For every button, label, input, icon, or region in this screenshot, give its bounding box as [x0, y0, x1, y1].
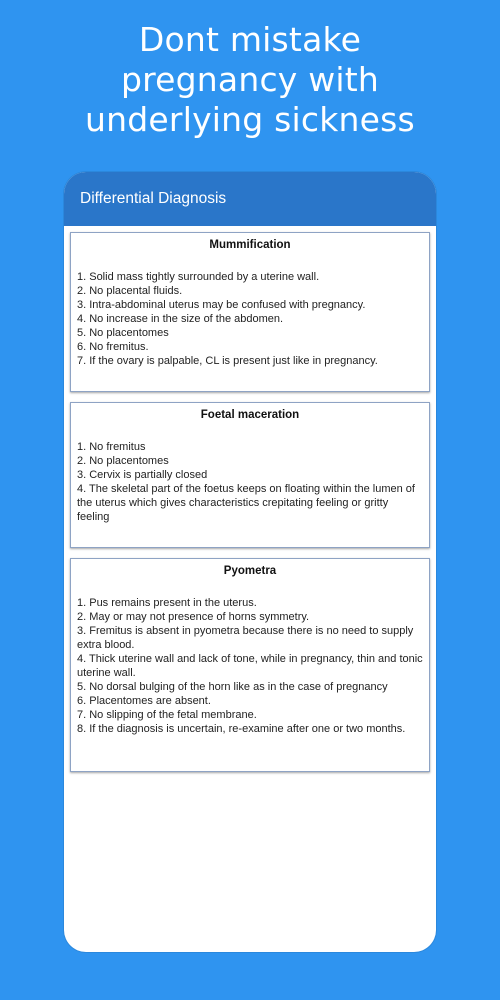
list-item: 3. Cervix is partially closed [77, 469, 208, 481]
list-item: 7. If the ovary is palpable, CL is present just like in pregnancy. [77, 355, 378, 367]
list-item: 4. No increase in the size of the abdomen. [77, 313, 284, 325]
list-item: 6. Placentomes are absent. [77, 695, 211, 707]
list-item: 2. May or may not presence of horns symmetry. [77, 611, 310, 623]
list-item: 5. No placentomes [77, 327, 169, 339]
card-title: Mummification [209, 239, 291, 251]
list-item: 8. If the diagnosis is uncertain, re-examine after one or two months. [77, 723, 406, 735]
card-items [77, 440, 423, 524]
list-item: 7. No slipping of the fetal membrane. [77, 709, 257, 721]
headline-line-1: Dont mistake [138, 20, 362, 59]
list-item: 2. No placentomes [77, 455, 169, 467]
headline-line-3: underlying sickness [85, 100, 415, 139]
diagnosis-card-mummification [70, 232, 430, 392]
list-item: 4. Thick uterine wall and lack of tone, while in pregnancy, thin and tonic uterine wall. [77, 653, 423, 679]
app-bar-title: Differential Diagnosis [80, 190, 227, 207]
card-title: Foetal maceration [200, 409, 300, 421]
card-items [77, 270, 423, 368]
list-item: 3. Fremitus is absent in pyometra because there is no need to supply extra blood. [77, 625, 414, 651]
card-title: Pyometra [223, 565, 277, 577]
list-item: 1. Solid mass tightly surrounded by a uterine wall. [77, 271, 320, 283]
phone-screen [64, 172, 436, 952]
diagnosis-card-foetal-maceration [70, 402, 430, 548]
list-item: 2. No placental fluids. [77, 285, 183, 297]
list-item: 3. Intra-abdominal uterus may be confused with pregnancy. [77, 299, 366, 311]
app-bar [64, 172, 436, 226]
diagnosis-list[interactable] [64, 226, 436, 772]
headline-line-2: pregnancy with [120, 60, 380, 99]
card-items [77, 596, 423, 736]
list-item: 1. Pus remains present in the uterus. [77, 597, 257, 609]
list-item: 4. The skeletal part of the foetus keeps on floating within the lumen of the uterus which gives characteristics crepitating feeling or gritty feeling [77, 483, 415, 523]
list-item: 1. No fremitus [77, 441, 146, 453]
diagnosis-card-pyometra [70, 558, 430, 772]
list-item: 6. No fremitus. [77, 341, 149, 353]
promo-headline [0, 20, 500, 140]
list-item: 5. No dorsal bulging of the horn like as in the case of pregnancy [77, 681, 388, 693]
